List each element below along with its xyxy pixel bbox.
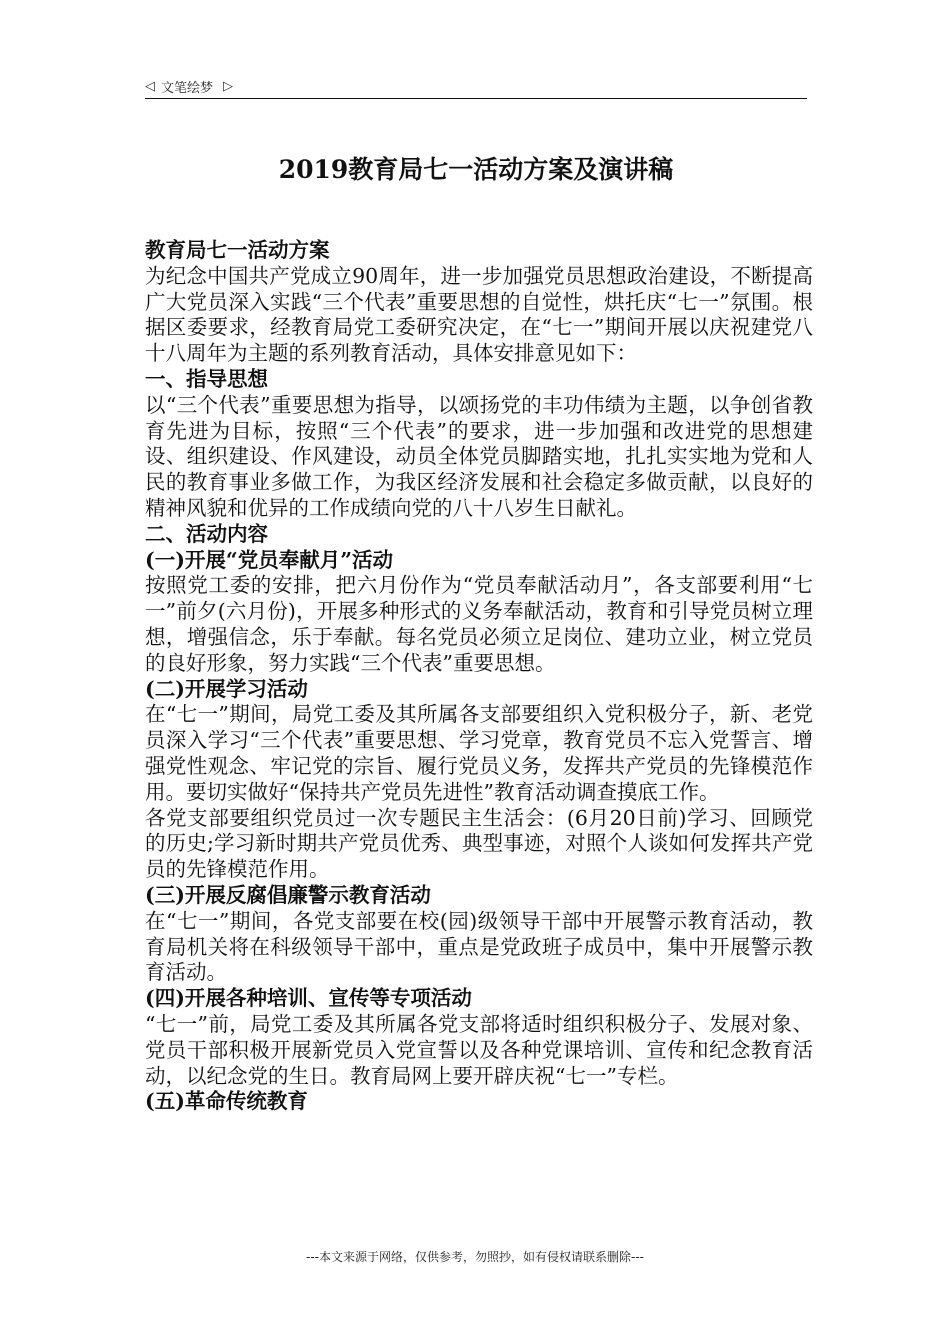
body-paragraph: “七一”前，局党工委及其所属各党支部将适时组织积极分子、发展对象、党员干部积极开展新党员入党宣誓以及各种党课培训、宣传和纪念教育活动，以纪念党的生日。教育局网上要开辟庆祝“七一”专栏。 (145, 1011, 813, 1088)
body-paragraph: 在“七一”期间，局党工委及其所属各支部要组织入党积极分子，新、老党员深入学习“三个代表”重要思想、学习党章，教育党员不忘入党誓言、增强党性观念、牢记党的宗旨、履行党员义务，发挥共产党员的先锋模范作用。要切实做好“保持共产党员先进性”教育活动调查摸底工作。 (145, 702, 813, 804)
body-paragraph: 各党支部要组织党员过一次专题民主生活会：(6月20日前)学习、回顾党的历史;学习新时期共产党员优秀、典型事迹，对照个人谈如何发挥共产党员的先锋模范作用。 (145, 805, 813, 882)
body-paragraph: 以“三个代表”重要思想为指导，以颂扬党的丰功伟绩为主题，以争创省教育先进为目标，按照“三个代表”的要求，进一步加强和改进党的思想建设、组织建设、作风建设，动员全体党员脚踏实地，扎扎实实地为党和人民的教育事业多做工作，为我区经济发展和社会稳定多做贡献，以良好的精神风貌和优异的工作成绩向党的八十八岁生日献礼。 (145, 392, 813, 520)
triangle-right-icon: ▷ (223, 78, 234, 94)
section-heading: (一)开展“党员奉献月”活动 (145, 547, 393, 572)
section-heading: 教育局七一活动方案 (145, 238, 330, 262)
body-paragraph: 在“七一”期间，各党支部要在校(园)级领导干部中开展警示教育活动，教育局机关将在科级领导干部中，重点是党政班子成员中，集中开展警示教育活动。 (145, 908, 813, 985)
body-paragraph: 为纪念中国共产党成立90周年，进一步加强党员思想政治建设，不断提高广大党员深入实践“三个代表”重要思想的自觉性，烘托庆“七一”氛围。根据区委要求，经教育局党工委研究决定，在“七一”期间开展以庆祝建党八十八周年为主题的系列教育活动，具体安排意见如下： (145, 263, 813, 366)
document-title: 2019教育局七一活动方案及演讲稿 (278, 155, 674, 184)
section-heading: (三)开展反腐倡廉警示教育活动 (145, 882, 431, 907)
header-divider (145, 98, 807, 99)
section-heading: (二)开展学习活动 (145, 676, 308, 701)
document-body (145, 238, 813, 1115)
page-header (145, 74, 807, 98)
section-heading: 一、指导思想 (145, 366, 268, 391)
body-paragraph: 按照党工委的安排，把六月份作为“党员奉献活动月”，各支部要利用“七一”前夕(六月份)，开展多种形式的义务奉献活动，教育和引导党员树立理想，增强信念，乐于奉献。每名党员必须立足岗位、建功立业，树立党员的良好形象，努力实践“三个代表”重要思想。 (145, 573, 813, 675)
section-heading: (五)革命传统教育 (145, 1089, 308, 1114)
header-brand: 文笔绘梦 (161, 80, 214, 96)
section-heading: (四)开展各种培训、宣传等专项活动 (145, 986, 472, 1011)
page-footer: ---本文来源于网络，仅供参考，勿照抄，如有侵权请联系删除--- (306, 1250, 644, 1264)
section-heading: 二、活动内容 (145, 521, 268, 546)
triangle-left-icon: ◁ (145, 78, 155, 94)
